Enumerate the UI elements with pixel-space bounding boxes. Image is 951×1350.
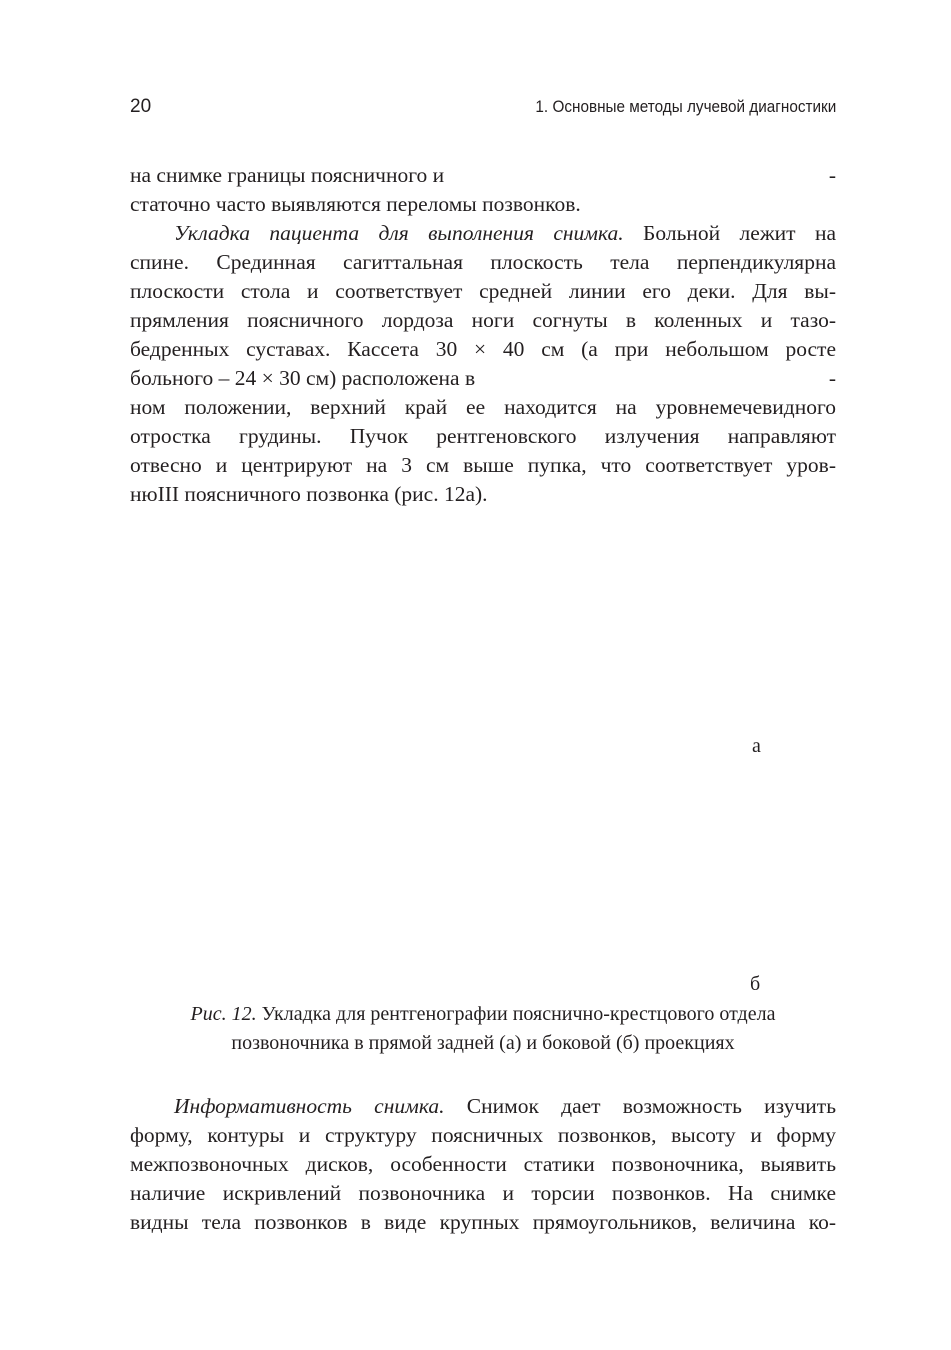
text-line: бедренных суставах. Кассета 30 × 40 см (а при небольшом росте [130, 337, 836, 361]
figure-caption [130, 1000, 836, 1058]
caption-line [130, 1000, 836, 1029]
body-text-block-2 [130, 1092, 836, 1237]
page-number: 20 [130, 96, 152, 117]
text-line: отростка грудины. Пучок рентгеновского излучения направляют [130, 424, 836, 448]
text-line: плоскости стола и соответствует средней линии его деки. Для вы- [130, 279, 836, 303]
text-line [130, 219, 836, 248]
hyphen-fragment: - [828, 163, 836, 187]
text-fragment: Больной лежит на [623, 221, 837, 245]
text-line: статочно часто выявляются переломы позвонков. [130, 192, 581, 216]
text-line [130, 1092, 836, 1121]
text-line: видны тела позвонков в виде крупных прямоугольников, величина ко- [130, 1210, 836, 1234]
caption-text: Укладка для рентгенографии пояснично-крестцового отдела [256, 1003, 776, 1025]
text-line: спине. Срединная сагиттальная плоскость тела перпендикулярна [130, 250, 836, 274]
hyphen-fragment: - [828, 366, 836, 390]
running-head: 1. Основные методы лучевой диагностики [535, 97, 836, 116]
caption-line: позвоночника в прямой задней (а) и боковой (б) проекциях [231, 1032, 735, 1054]
text-fragment: Снимок дает возможность изучить [444, 1094, 836, 1118]
figure-label-a: а [752, 735, 761, 757]
italic-lead: Укладка пациента для выполнения снимка. [174, 221, 624, 245]
text-line: форму, контуры и структуру поясничных позвонков, высоту и форму [130, 1123, 836, 1147]
text-line: ном положении, верхний край ее находится на уровнемечевидного [130, 395, 836, 419]
text-line [130, 364, 836, 393]
text-line: отвесно и центрируют на 3 см выше пупка, что соответствует уров- [130, 453, 836, 477]
caption-italic: Рис. 12. [190, 1003, 257, 1025]
text-line: нюIII поясничного позвонка (рис. 12а). [130, 482, 488, 506]
text-fragment: на снимке границы поясничного и [130, 163, 445, 187]
figure-label-b: б [750, 973, 761, 995]
body-text-block-1 [130, 161, 836, 509]
text-line: межпозвоночных дисков, особенности статики позвоночника, выявить [130, 1152, 836, 1176]
text-line: прямления поясничного лордоза ноги согнуты в коленных и тазо- [130, 308, 836, 332]
text-fragment: больного – 24 × 30 см) расположена в [130, 366, 476, 390]
text-line: наличие искривлений позвоночника и торсии позвонков. На снимке [130, 1181, 836, 1205]
italic-lead: Информативность снимка. [174, 1094, 445, 1118]
text-line [130, 161, 836, 190]
